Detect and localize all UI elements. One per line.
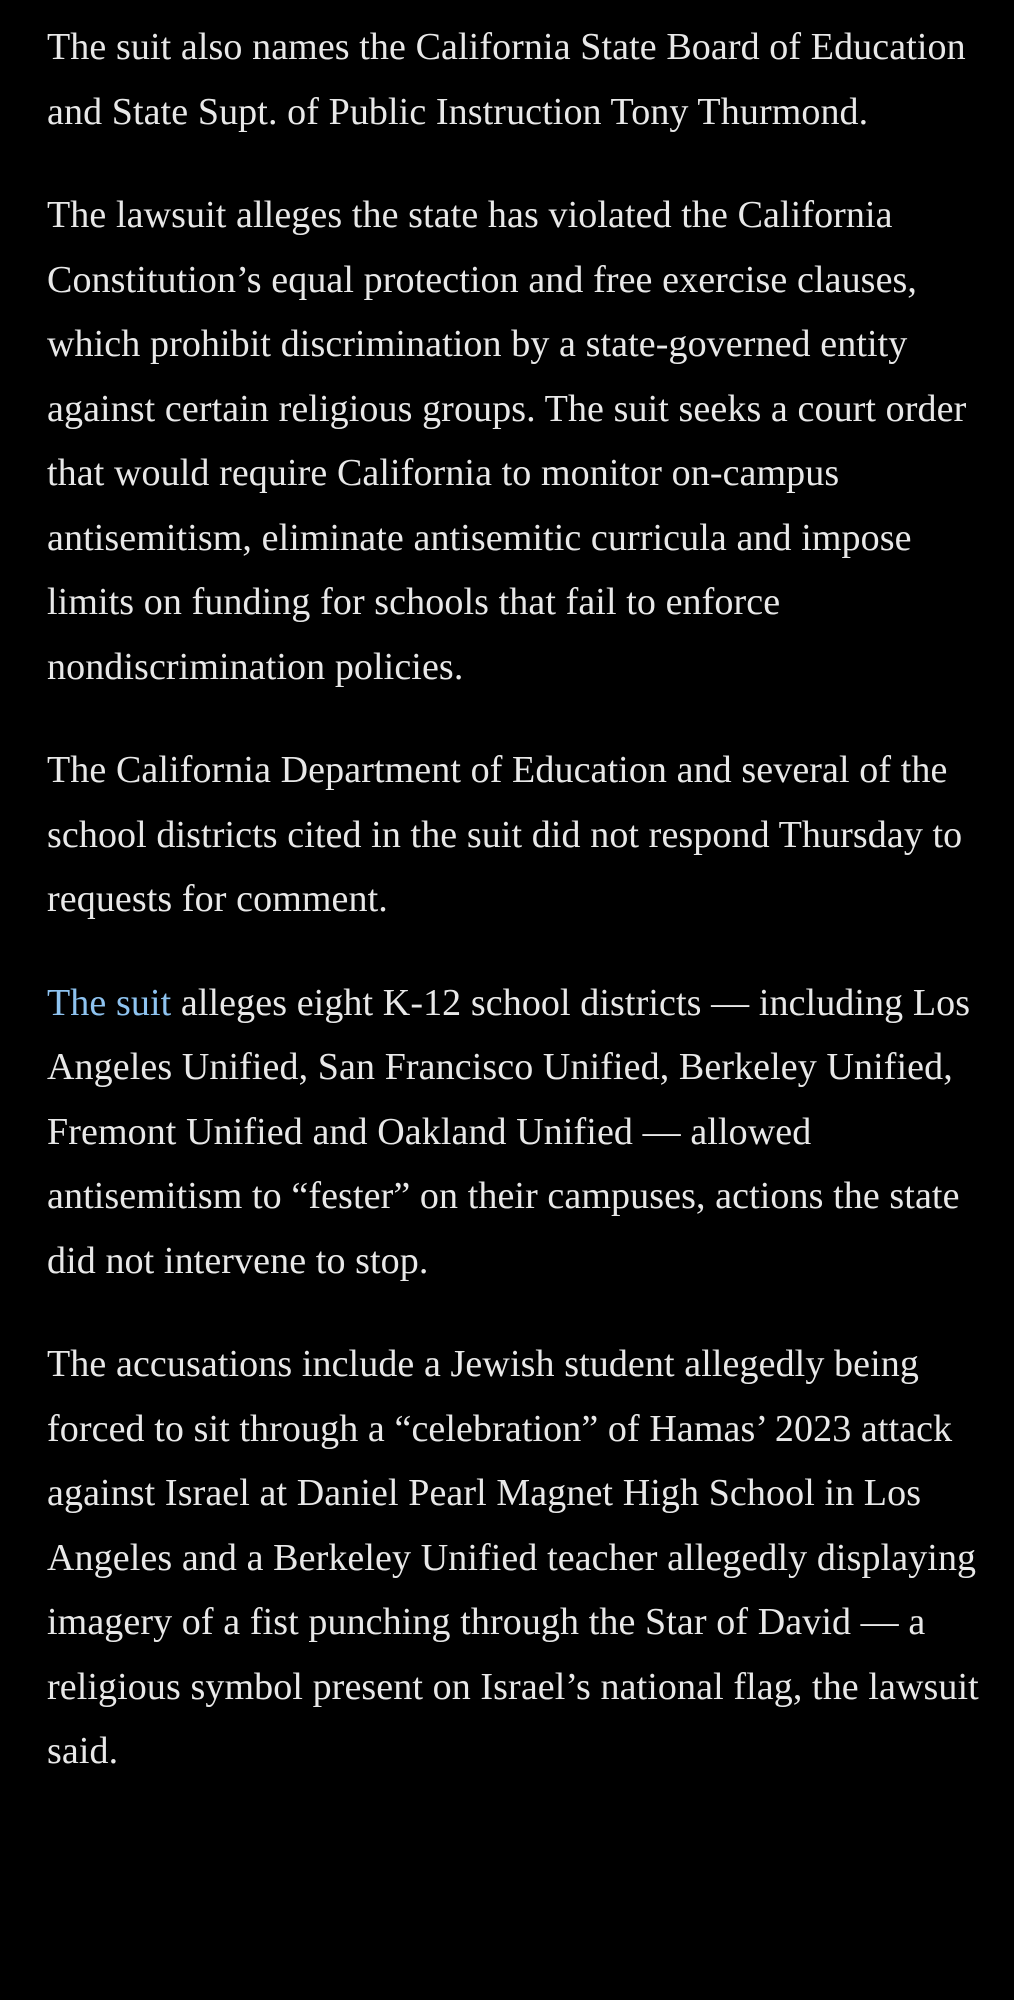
paragraph-accusations [47,1332,993,1784]
article-body [47,15,993,1823]
paragraph-text: The lawsuit alleges the state has violated the California Constitution’s equal protection and free exercise clauses, which prohibit discrimination by a state-governed entity against certain religious groups. The suit seeks a court order that would require California to monitor on-campus antisemitism, eliminate antisemitic curricula and impose limits on funding for schools that fail to enforce nondiscrimination policies. [47,194,967,688]
paragraph-lawsuit-alleges [47,183,993,699]
the-suit-link[interactable]: The suit [47,981,172,1024]
paragraph-districts [47,971,993,1294]
paragraph-text: The accusations include a Jewish student allegedly being forced to sit through a “celebration” of Hamas’ 2023 attack against Israel at Daniel Pearl Magnet High School in Los Angeles and a Berkeley Unified teacher allegedly displaying imagery of a fist punching through the Star of David — a religious symbol present on Israel’s national flag, the lawsuit said. [47,1343,979,1772]
paragraph-no-response [47,738,993,932]
paragraph-text: alleges eight K-12 school districts — including Los Angeles Unified, San Francisco Unified, Berkeley Unified, Fremont Unified and Oakland Unified — allowed antisemitism to “fester” on their campuses, actions the state did not intervene to stop. [47,981,971,1282]
paragraph-suit-names [47,15,993,144]
paragraph-text: The suit also names the California State Board of Education and State Supt. of Public Instruction Tony Thurmond. [47,26,966,133]
paragraph-text: The California Department of Education and several of the school districts cited in the suit did not respond Thursday to requests for comment. [47,749,963,920]
